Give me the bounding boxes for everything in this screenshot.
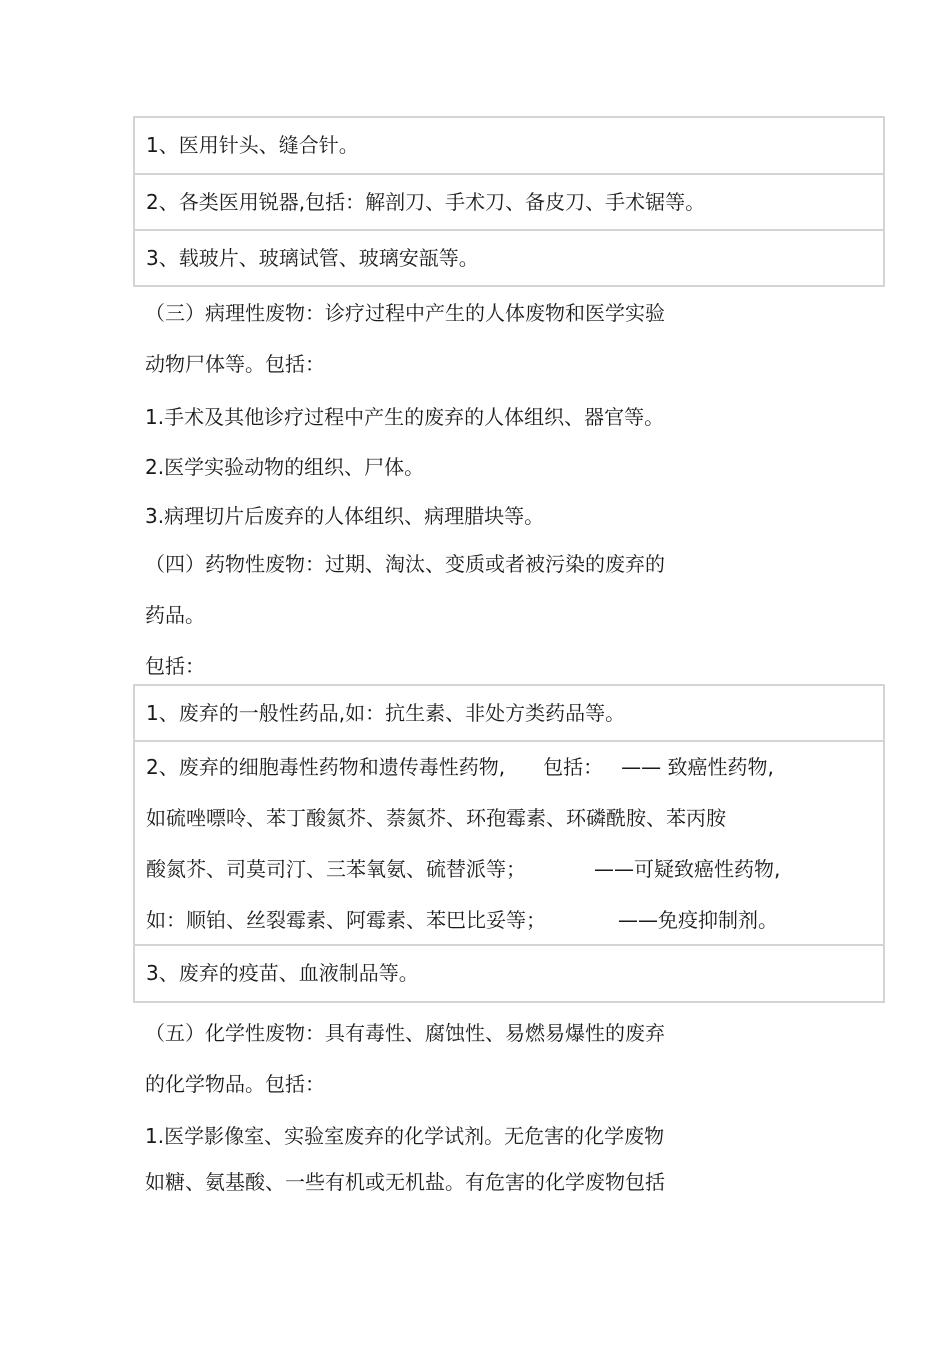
section-heading: （三）病理性废物：诊疗过程中产生的人体废物和医学实验: [145, 301, 665, 325]
section-heading-cont: 动物尸体等。包括：: [145, 352, 325, 376]
table-cell: 1、医用针头、缝合针。: [146, 133, 359, 157]
sharps-table: [133, 116, 885, 287]
pharma-table: [133, 684, 885, 1003]
table-cell: 1、废弃的一般性药品,如：抗生素、非处方类药品等。: [146, 701, 626, 725]
table-cell-line: 酸氮芥、司莫司汀、三苯氧氨、硫替派等； ——可疑致癌性药物,: [146, 857, 781, 881]
table-cell: 3、废弃的疫苗、血液制品等。: [146, 961, 419, 985]
list-item-cont: 如糖、氨基酸、一些有机或无机盐。有危害的化学废物包括: [145, 1170, 665, 1194]
list-item: 1.医学影像室、实验室废弃的化学试剂。无危害的化学废物: [145, 1124, 665, 1148]
table-row: [135, 946, 883, 1003]
section-heading: （四）药物性废物：过期、淘汰、变质或者被污染的废弃的: [145, 552, 665, 576]
table-row: [135, 175, 883, 231]
table-row: [135, 742, 883, 946]
table-cell-line: 如：顺铂、丝裂霉素、阿霉素、苯巴比妥等； ——免疫抑制剂。: [146, 908, 778, 932]
section-heading-cont: 的化学物品。包括：: [145, 1072, 325, 1096]
table-cell-line: 如硫唑嘌呤、苯丁酸氮芥、萘氮芥、环孢霉素、环磷酰胺、苯丙胺: [146, 806, 726, 830]
table-row: [135, 118, 883, 175]
section-heading-cont: 药品。: [145, 603, 205, 627]
table-row: [135, 686, 883, 742]
table-row: [135, 231, 883, 287]
table-cell: 2、各类医用锐器,包括：解剖刀、手术刀、备皮刀、手术锯等。: [146, 190, 706, 214]
list-item: 3.病理切片后废弃的人体组织、病理腊块等。: [145, 504, 545, 528]
table-cell: 3、载玻片、玻璃试管、玻璃安瓿等。: [146, 246, 479, 270]
list-item: 1.手术及其他诊疗过程中产生的废弃的人体组织、器官等。: [145, 405, 665, 429]
include-label: 包括：: [145, 654, 205, 678]
list-item: 2.医学实验动物的组织、尸体。: [145, 455, 425, 479]
section-heading: （五）化学性废物：具有毒性、腐蚀性、易燃易爆性的废弃: [145, 1021, 665, 1045]
table-cell-line: 2、废弃的细胞毒性药物和遗传毒性药物, 包括： —— 致癌性药物,: [146, 755, 774, 779]
